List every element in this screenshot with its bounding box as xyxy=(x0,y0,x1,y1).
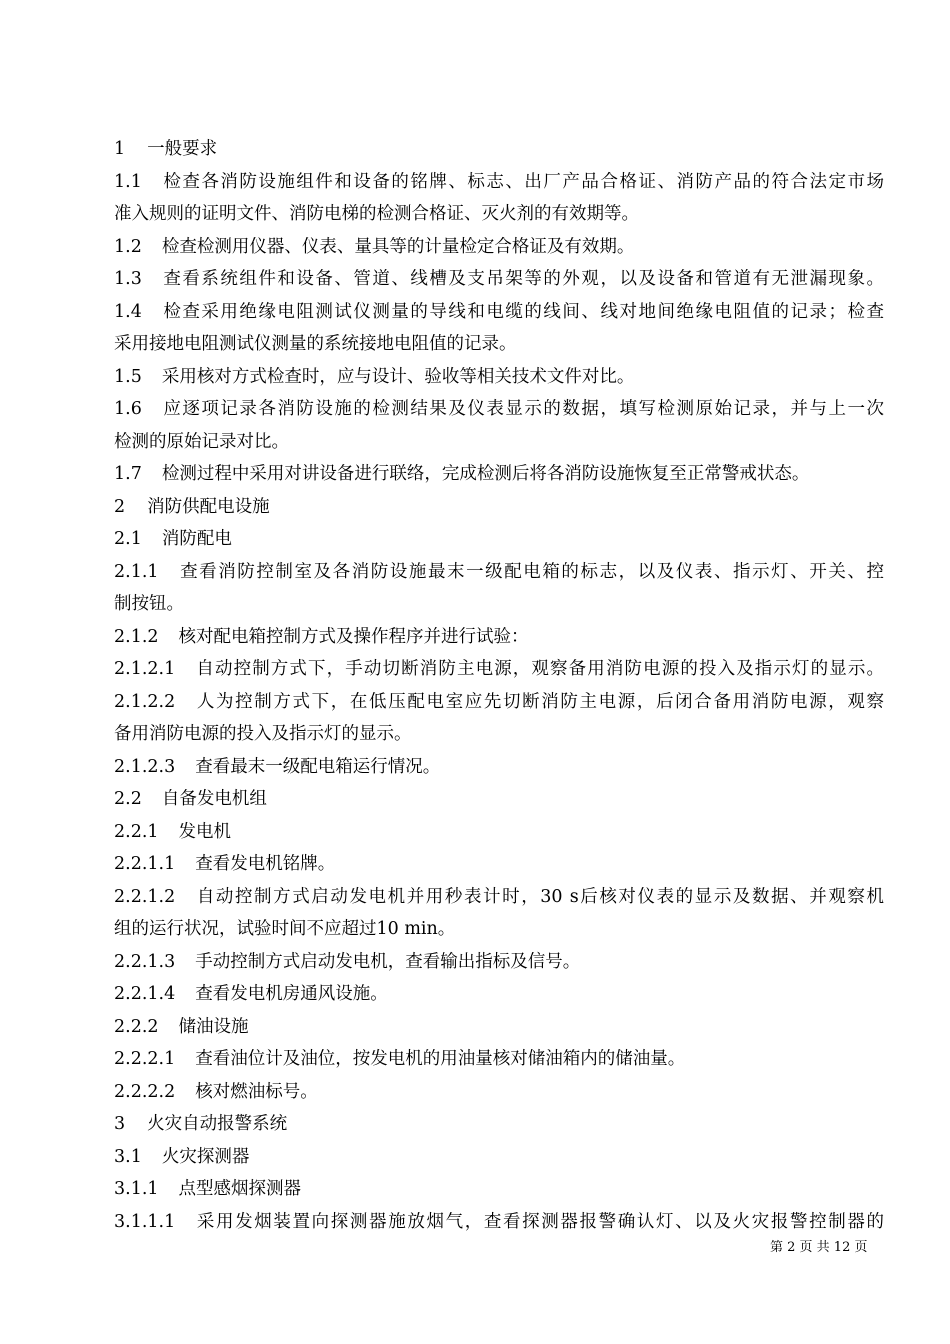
text-line xyxy=(114,231,884,264)
text-line xyxy=(114,1011,884,1044)
clause-text: 手动控制方式启动发电机，查看输出指标及信号。 xyxy=(195,951,581,972)
clause-text: 组的运行状况，试验时间不应超过10 min。 xyxy=(114,919,456,939)
clause-number: 1.5 xyxy=(114,366,142,387)
clause-text: 消防配电 xyxy=(161,529,232,549)
text-line xyxy=(114,491,884,524)
text-line xyxy=(114,458,884,491)
clause-number: 1 xyxy=(114,139,126,159)
clause-text: 自备发电机组 xyxy=(161,789,267,809)
clause-text: 火灾探测器 xyxy=(161,1146,250,1167)
text-line xyxy=(114,1108,884,1141)
clause-text: 采用接地电阻测试仪测量的系统接地电阻值的记录。 xyxy=(114,334,517,354)
clause-text: 火灾自动报警系统 xyxy=(147,1114,288,1134)
text-line xyxy=(114,816,884,849)
clause-number: 2.2 xyxy=(114,789,142,809)
clause-text: 查看油位计及油位，按发电机的用油量核对储油箱内的储油量。 xyxy=(195,1049,686,1069)
clause-number: 2.2.2.2 xyxy=(114,1081,176,1102)
clause-text: 消防供配电设施 xyxy=(147,496,270,517)
text-line xyxy=(114,1076,884,1109)
clause-number: 2.2.1.4 xyxy=(114,984,176,1004)
document-body xyxy=(114,133,884,1238)
text-line xyxy=(114,296,884,329)
clause-text: 人为控制方式下，在低压配电室应先切断消防主电源，后闭合备用消防电源，观察 xyxy=(195,691,884,712)
clause-text: 查看最末一级配电箱运行情况。 xyxy=(195,756,441,777)
clause-number: 2.2.1.1 xyxy=(114,854,176,874)
text-line xyxy=(114,426,884,459)
clause-text: 制按钮。 xyxy=(114,594,184,614)
clause-number: 2.2.2 xyxy=(114,1016,159,1037)
clause-number: 1.2 xyxy=(114,236,142,257)
clause-number: 2.2.1.2 xyxy=(114,886,176,907)
clause-number: 3.1.1.1 xyxy=(114,1211,176,1232)
clause-number: 2.1.2.1 xyxy=(114,659,176,679)
clause-number: 2.1.1 xyxy=(114,561,159,582)
text-line xyxy=(114,686,884,719)
text-line xyxy=(114,1141,884,1174)
clause-text: 采用发烟装置向探测器施放烟气，查看探测器报警确认灯、以及火灾报警控制器的 xyxy=(195,1211,884,1232)
clause-number: 2.2.1 xyxy=(114,821,159,842)
text-line xyxy=(114,946,884,979)
clause-text: 准入规则的证明文件、消防电梯的检测合格证、灭火剂的有效期等。 xyxy=(114,204,639,224)
text-line xyxy=(114,1173,884,1206)
clause-text: 查看系统组件和设备、管道、线槽及支吊架等的外观，以及设备和管道有无泄漏现象。 xyxy=(161,269,884,289)
text-line xyxy=(114,653,884,686)
clause-text: 点型感烟探测器 xyxy=(178,1179,302,1199)
clause-text: 检查检测用仪器、仪表、量具等的计量检定合格证及有效期。 xyxy=(161,236,635,257)
clause-number: 3.1.1 xyxy=(114,1179,159,1199)
text-line xyxy=(114,328,884,361)
clause-text: 检测过程中采用对讲设备进行联络，完成检测后将各消防设施恢复至正常警戒状态。 xyxy=(161,464,810,484)
clause-text: 检查各消防设施组件和设备的铭牌、标志、出厂产品合格证、消防产品的符合法定市场 xyxy=(161,171,884,192)
clause-text: 核对燃油标号。 xyxy=(195,1081,318,1102)
text-line xyxy=(114,198,884,231)
clause-number: 2.1.2.3 xyxy=(114,756,176,777)
clause-text: 自动控制方式启动发电机并用秒表计时，30 s后核对仪表的显示及数据、并观察机 xyxy=(195,886,884,907)
text-line xyxy=(114,621,884,654)
clause-number: 3.1 xyxy=(114,1146,142,1167)
text-line xyxy=(114,751,884,784)
clause-text: 备用消防电源的投入及指示灯的显示。 xyxy=(114,724,412,744)
clause-text: 核对配电箱控制方式及操作程序并进行试验： xyxy=(178,626,529,647)
text-line xyxy=(114,913,884,946)
clause-number: 2.2.2.1 xyxy=(114,1049,176,1069)
clause-number: 2 xyxy=(114,496,126,517)
clause-text: 自动控制方式下，手动切断消防主电源，观察备用消防电源的投入及指示灯的显示。 xyxy=(195,659,884,679)
clause-text: 一般要求 xyxy=(147,139,218,159)
text-line xyxy=(114,523,884,556)
clause-number: 2.1.2.2 xyxy=(114,691,176,712)
clause-number: 3 xyxy=(114,1114,126,1134)
clause-text: 检测的原始记录对比。 xyxy=(114,431,289,452)
text-line xyxy=(114,978,884,1011)
clause-number: 1.7 xyxy=(114,464,142,484)
clause-number: 1.1 xyxy=(114,171,142,192)
page-footer: 第 2 页 共 12 页 xyxy=(770,1240,868,1255)
clause-number: 2.2.1.3 xyxy=(114,951,176,972)
clause-number: 1.3 xyxy=(114,269,142,289)
text-line xyxy=(114,848,884,881)
text-line xyxy=(114,166,884,199)
text-line xyxy=(114,133,884,166)
clause-number: 2.1 xyxy=(114,529,142,549)
text-line xyxy=(114,556,884,589)
text-line xyxy=(114,263,884,296)
clause-number: 1.4 xyxy=(114,301,142,322)
text-line xyxy=(114,1206,884,1239)
text-line xyxy=(114,718,884,751)
clause-number: 2.1.2 xyxy=(114,626,159,647)
clause-text: 采用核对方式检查时，应与设计、验收等相关技术文件对比。 xyxy=(161,366,635,387)
clause-text: 查看消防控制室及各消防设施最末一级配电箱的标志，以及仪表、指示灯、开关、控 xyxy=(178,561,884,582)
text-line xyxy=(114,783,884,816)
clause-text: 检查采用绝缘电阻测试仪测量的导线和电缆的线间、线对地间绝缘电阻值的记录；检查 xyxy=(161,301,884,322)
text-line xyxy=(114,588,884,621)
text-line xyxy=(114,393,884,426)
clause-text: 储油设施 xyxy=(178,1016,249,1037)
clause-text: 应逐项记录各消防设施的检测结果及仪表显示的数据，填写检测原始记录，并与上一次 xyxy=(161,399,884,419)
text-line xyxy=(114,881,884,914)
clause-text: 查看发电机铭牌。 xyxy=(195,854,336,874)
text-line xyxy=(114,361,884,394)
clause-text: 发电机 xyxy=(178,821,232,842)
clause-text: 查看发电机房通风设施。 xyxy=(195,984,388,1004)
clause-number: 1.6 xyxy=(114,399,142,419)
text-line xyxy=(114,1043,884,1076)
